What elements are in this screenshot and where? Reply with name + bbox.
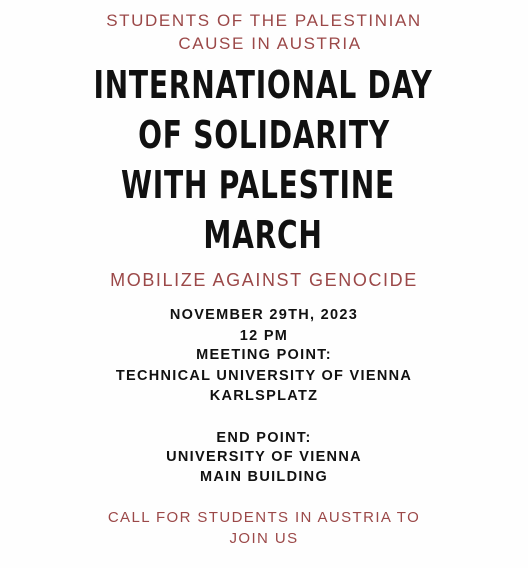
event-date: NOVEMBER 29TH, 2023 — [169, 307, 359, 323]
call-to-action-line-2: JOIN US — [229, 530, 299, 547]
end-point-building: MAIN BUILDING — [199, 469, 329, 485]
meeting-point-label: MEETING POINT: — [196, 347, 332, 363]
organizer-line-2: CAUSE IN AUSTRIA — [178, 34, 362, 53]
call-to-action-line-1: CALL FOR STUDENTS IN AUSTRIA TO — [107, 509, 421, 526]
end-point-place: UNIVERSITY OF VIENNA — [166, 449, 362, 465]
headline-line-2: OF SOLIDARITY — [138, 113, 390, 157]
organizer-line-1: STUDENTS OF THE PALESTINIAN — [106, 11, 422, 30]
end-point-label: END POINT: — [216, 430, 312, 446]
meeting-point-square: KARLSPLATZ — [209, 388, 319, 404]
headline-line-4: MARCH — [203, 213, 323, 257]
headline-line-1: INTERNATIONAL DAY — [93, 63, 433, 107]
meeting-point-place: TECHNICAL UNIVERSITY OF VIENNA — [115, 368, 413, 384]
event-time: 12 PM — [239, 328, 289, 344]
headline-line-3: WITH PALESTINE — [121, 163, 395, 207]
tagline: MOBILIZE AGAINST GENOCIDE — [110, 270, 418, 290]
